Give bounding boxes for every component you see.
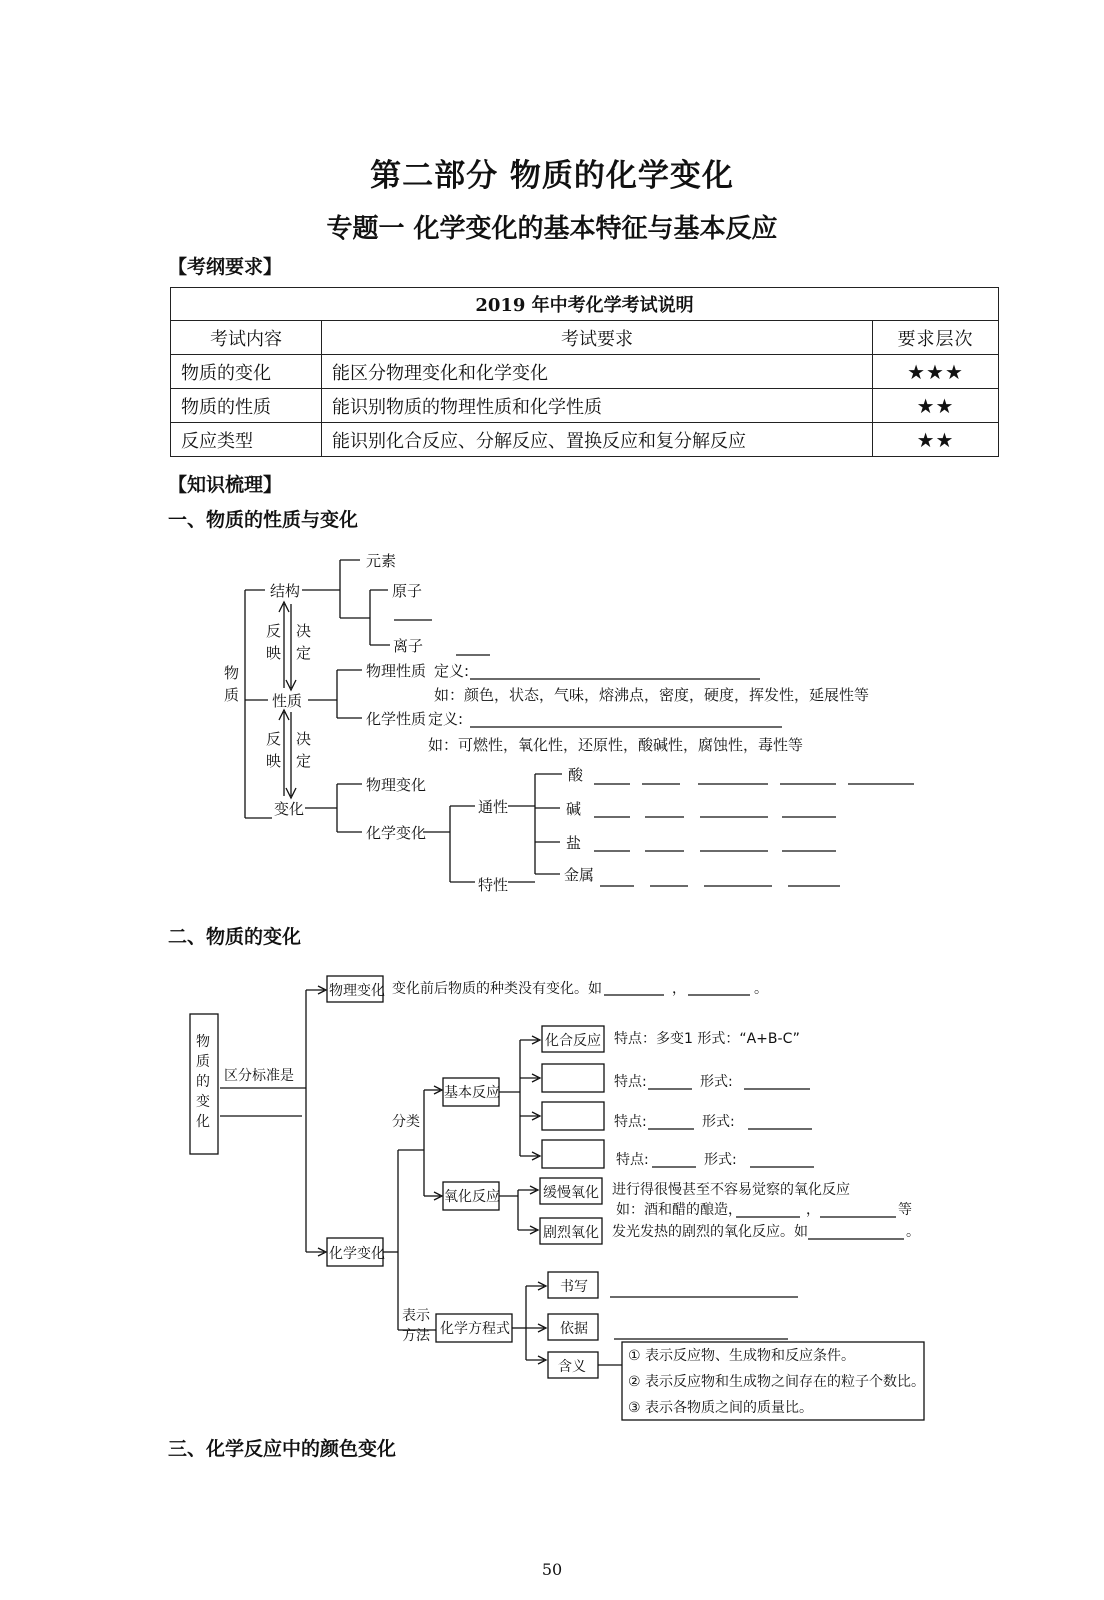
- property-label: 性质: [272, 692, 303, 710]
- change-label: 变化: [274, 800, 305, 818]
- salt-label: 盐: [566, 834, 582, 852]
- part2-heading: 二、物质的变化: [168, 926, 302, 948]
- physical-property-label: 物理性质: [366, 662, 427, 680]
- page-title: 第二部分 物质的化学变化: [370, 158, 734, 194]
- blank-reaction-box: [542, 1064, 604, 1092]
- meaning-item: ③ 表示各物质之间的质量比。: [628, 1400, 814, 1416]
- table-cell: 物质的性质: [171, 389, 322, 423]
- combination-label: 化合反应: [545, 1033, 601, 1049]
- table-cell-stars: ★★★: [873, 355, 999, 389]
- meaning-item: ② 表示反应物和生成物之间存在的粒子个数比。: [628, 1374, 925, 1390]
- form-label: 形式:: [700, 1074, 733, 1090]
- form-label: 形式:: [704, 1152, 737, 1168]
- table-header: 要求层次: [873, 321, 999, 355]
- definition-label: 定义:: [428, 710, 464, 728]
- period: 。: [754, 981, 768, 997]
- table-cell: 能识别化合反应、分解反应、置换反应和复分解反应: [322, 423, 873, 457]
- combination-desc: 特点：多变1 形式：“A+B-C”: [614, 1031, 800, 1047]
- reflect-label: 反映: [266, 622, 282, 662]
- equation-label: 化学方程式: [440, 1321, 510, 1337]
- blank-reaction-box: [542, 1102, 604, 1130]
- element-label: 元素: [366, 552, 397, 570]
- physical-change-label: 物理变化: [366, 776, 427, 794]
- table-header: 考试要求: [322, 321, 873, 355]
- table-cell-stars: ★★: [873, 423, 999, 457]
- method-label: 方法: [402, 1328, 430, 1344]
- table-cell: 能识别物质的物理性质和化学性质: [322, 389, 873, 423]
- comma: ，: [672, 981, 686, 997]
- structure-label: 结构: [270, 582, 301, 600]
- table-caption: 2019 年中考化学考试说明: [171, 288, 999, 321]
- part3-heading: 三、化学反应中的颜色变化: [168, 1438, 397, 1460]
- expression-label: 表示: [402, 1308, 430, 1324]
- slow-oxidation-example: 如：酒和醋的酿造，: [616, 1202, 742, 1218]
- chemical-change-label: 化学变化: [329, 1246, 385, 1262]
- acid-label: 酸: [568, 766, 584, 784]
- reflect-label: 反映: [266, 730, 282, 770]
- basic-reaction-label: 基本反应: [444, 1085, 500, 1101]
- table-cell-stars: ★★: [873, 389, 999, 423]
- blank-reaction-box: [542, 1140, 604, 1168]
- meaning-label: 含义: [558, 1359, 586, 1375]
- slow-oxidation-desc: 进行得很慢甚至不容易觉察的氧化反应: [612, 1182, 850, 1198]
- criterion-label: 区分标准是: [224, 1068, 294, 1084]
- slow-oxidation-label: 缓慢氧化: [543, 1185, 599, 1201]
- oxidation-label: 氧化反应: [444, 1189, 500, 1205]
- page-number: 50: [541, 1560, 563, 1579]
- atom-label: 原子: [392, 582, 423, 600]
- meaning-item: ① 表示反应物、生成物和反应条件。: [628, 1348, 856, 1364]
- definition-label: 定义:: [434, 662, 470, 680]
- ion-label: 离子: [393, 637, 424, 655]
- root-label-1: 物质: [224, 664, 240, 704]
- writing-label: 书写: [560, 1279, 588, 1295]
- table-cell: 物质的变化: [171, 355, 322, 389]
- decide-label: 决定: [296, 730, 312, 770]
- part1-heading: 一、物质的性质与变化: [168, 509, 359, 531]
- root-label: 物质的变化: [196, 1034, 210, 1130]
- table-cell: 反应类型: [171, 423, 322, 457]
- table-header: 考试内容: [171, 321, 322, 355]
- classify-label: 分类: [392, 1114, 420, 1130]
- table-cell: 能区分物理变化和化学变化: [322, 355, 873, 389]
- feature-label: 特点:: [616, 1152, 649, 1168]
- physical-change-label: 物理变化: [329, 983, 385, 999]
- chemical-property-label: 化学性质: [366, 710, 427, 728]
- section-knowledge-heading: 【知识梳理】: [168, 474, 283, 496]
- violent-oxidation-label: 剧烈氧化: [543, 1225, 599, 1241]
- chemical-change-label: 化学变化: [366, 824, 427, 842]
- period: 。: [906, 1224, 920, 1240]
- etc-label: 等: [898, 1202, 912, 1218]
- violent-oxidation-desc: 发光发热的剧烈的氧化反应。如: [612, 1224, 808, 1240]
- decide-label: 决定: [296, 622, 312, 662]
- feature-label: 特点:: [614, 1074, 647, 1090]
- base-label: 碱: [566, 800, 582, 818]
- chemical-example: 如：可燃性，氧化性，还原性，酸碱性，腐蚀性，毒性等: [428, 736, 804, 754]
- specificity-label: 特性: [478, 876, 509, 894]
- commonality-label: 通性: [478, 798, 509, 816]
- physical-change-desc: 变化前后物质的种类没有变化。如: [392, 981, 602, 997]
- feature-label: 特点:: [614, 1114, 647, 1130]
- metal-label: 金属: [564, 866, 595, 884]
- basis-label: 依据: [560, 1321, 588, 1337]
- section-exam-heading: 【考纲要求】: [168, 256, 283, 278]
- form-label: 形式:: [702, 1114, 735, 1130]
- comma: ，: [806, 1202, 820, 1218]
- page-subtitle: 专题一 化学变化的基本特征与基本反应: [326, 214, 778, 244]
- physical-example: 如：颜色，状态，气味，熔沸点，密度，硬度，挥发性，延展性等: [434, 686, 870, 704]
